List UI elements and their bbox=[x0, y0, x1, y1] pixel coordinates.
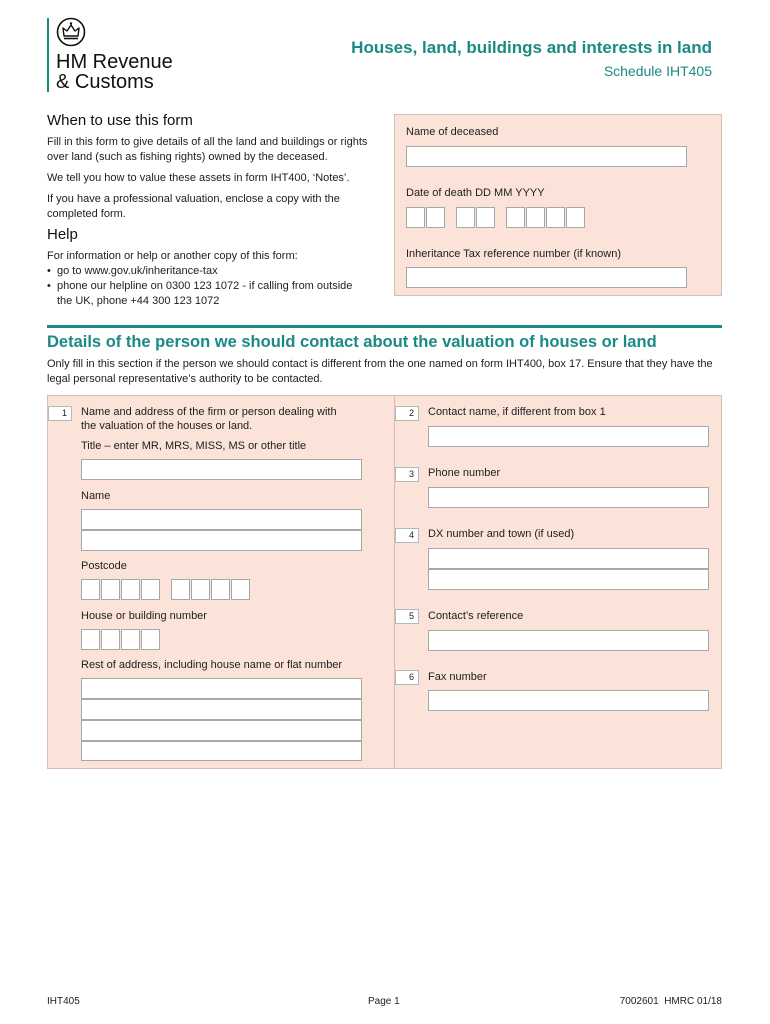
box-4-number: 4 bbox=[395, 528, 419, 543]
postcode-char[interactable] bbox=[141, 579, 160, 600]
dod-year-digit[interactable] bbox=[546, 207, 565, 228]
address-line-2[interactable] bbox=[81, 699, 362, 720]
dx-number-input-line-2[interactable] bbox=[428, 569, 709, 590]
house-number-label: House or building number bbox=[81, 610, 207, 622]
help-text: For information or help or another copy of this form: • go to www.gov.uk/inheritance-tax • phone our helpline on 0300 123 1072 - if calling from outside the UK, phone +44 300 123 1072 bbox=[47, 249, 367, 309]
dod-year-digit[interactable] bbox=[566, 207, 585, 228]
iht-reference-label: Inheritance Tax reference number (if known) bbox=[406, 248, 622, 260]
iht-reference-input[interactable] bbox=[406, 267, 687, 288]
title-input[interactable] bbox=[81, 459, 362, 480]
box-2-label: Contact name, if different from box 1 bbox=[428, 406, 606, 418]
postcode-char[interactable] bbox=[121, 579, 140, 600]
royal-crest-icon bbox=[56, 17, 86, 47]
organisation-name: HM Revenue & Customs bbox=[56, 51, 173, 93]
box-3-label: Phone number bbox=[428, 467, 501, 479]
box-5-label: Contact’s reference bbox=[428, 610, 524, 622]
address-line-3[interactable] bbox=[81, 720, 362, 741]
name-input-line-2[interactable] bbox=[81, 530, 362, 551]
box-1-number: 1 bbox=[48, 406, 72, 421]
contact-name-input[interactable] bbox=[428, 426, 709, 447]
box-2-number: 2 bbox=[395, 406, 419, 421]
dod-month-digit[interactable] bbox=[476, 207, 495, 228]
box-5-number: 5 bbox=[395, 609, 419, 624]
when-text: Fill in this form to give details of all the land and buildings or rights over land (such as fishing rights) owned by the deceased. We tell you how to value these assets in form IHT400, ‘Notes’. If you have a professional valuation, enclose a copy with the completed form. bbox=[47, 136, 368, 220]
dod-year-digit[interactable] bbox=[526, 207, 545, 228]
panel-divider bbox=[394, 396, 395, 768]
section-rule bbox=[47, 325, 722, 328]
deceased-name-input[interactable] bbox=[406, 146, 687, 167]
help-bullet-phone: • phone our helpline on 0300 123 1072 - if calling from outside the UK, phone +44 300 123 1072 bbox=[47, 279, 367, 309]
name-input-line-1[interactable] bbox=[81, 509, 362, 530]
deceased-name-label: Name of deceased bbox=[406, 126, 499, 138]
dod-month-digit[interactable] bbox=[456, 207, 475, 228]
box-3-number: 3 bbox=[395, 467, 419, 482]
form-title: Houses, land, buildings and interests in land bbox=[351, 38, 712, 57]
footer-form-code: IHT405 bbox=[47, 996, 80, 1007]
house-number-char[interactable] bbox=[121, 629, 140, 650]
title-label: Title – enter MR, MRS, MISS, MS or other title bbox=[81, 440, 307, 452]
contact-details-panel bbox=[47, 395, 722, 769]
fax-number-input[interactable] bbox=[428, 690, 709, 711]
dx-number-input-line-1[interactable] bbox=[428, 548, 709, 569]
postcode-char[interactable] bbox=[231, 579, 250, 600]
house-number-char[interactable] bbox=[81, 629, 100, 650]
when-heading: When to use this form bbox=[47, 112, 193, 129]
logo-divider bbox=[47, 18, 49, 92]
box-6-label: Fax number bbox=[428, 671, 487, 683]
footer-page-number: Page 1 bbox=[368, 996, 400, 1007]
postcode-char[interactable] bbox=[171, 579, 190, 600]
date-of-death-label: Date of death DD MM YYYY bbox=[406, 187, 545, 199]
postcode-label: Postcode bbox=[81, 560, 127, 572]
postcode-char[interactable] bbox=[191, 579, 210, 600]
deceased-panel bbox=[394, 114, 722, 296]
dod-year-digit[interactable] bbox=[506, 207, 525, 228]
name-label: Name bbox=[81, 490, 111, 502]
house-number-char[interactable] bbox=[141, 629, 160, 650]
box-6-number: 6 bbox=[395, 670, 419, 685]
address-line-4[interactable] bbox=[81, 741, 362, 761]
form-subtitle: Schedule IHT405 bbox=[603, 63, 712, 79]
dod-day-digit[interactable] bbox=[426, 207, 445, 228]
box-1-label: Name and address of the firm or person dealing with the valuation of the houses or land. bbox=[81, 406, 337, 432]
help-heading: Help bbox=[47, 226, 78, 243]
dod-day-digit[interactable] bbox=[406, 207, 425, 228]
address-line-1[interactable] bbox=[81, 678, 362, 699]
rest-of-address-label: Rest of address, including house name or flat number bbox=[81, 659, 343, 671]
contact-reference-input[interactable] bbox=[428, 630, 709, 651]
contact-section-heading: Details of the person we should contact about the valuation of houses or land bbox=[47, 333, 657, 351]
phone-number-input[interactable] bbox=[428, 487, 709, 508]
postcode-char[interactable] bbox=[101, 579, 120, 600]
footer-reference: 7002601 HMRC 01/18 bbox=[619, 996, 722, 1007]
postcode-char[interactable] bbox=[211, 579, 230, 600]
box-4-label: DX number and town (if used) bbox=[428, 528, 575, 540]
house-number-char[interactable] bbox=[101, 629, 120, 650]
help-bullet-website: • go to www.gov.uk/inheritance-tax bbox=[47, 264, 367, 279]
contact-section-intro: Only fill in this section if the person we should contact is different from the one named on form IHT400, box 17. Ensure that they have the legal personal representative’s authority to be contacted. bbox=[47, 358, 713, 385]
postcode-char[interactable] bbox=[81, 579, 100, 600]
